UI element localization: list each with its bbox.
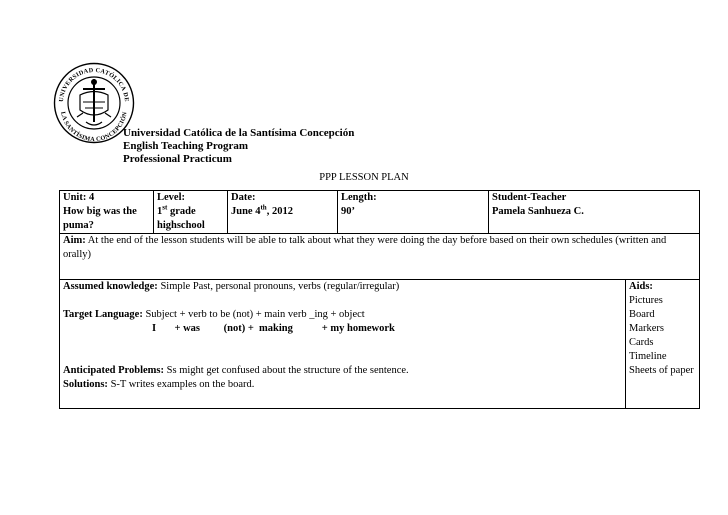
aim-cell	[60, 234, 700, 280]
aim-label: Aim:	[63, 235, 86, 246]
level-grade: 1st grade	[157, 203, 196, 217]
lesson-row	[60, 280, 700, 409]
seal-text-bottom: LA SANTÍSIMA CONCEPCIÓN	[59, 111, 129, 144]
level-school: highschool	[157, 220, 205, 231]
aids-cell	[626, 280, 700, 409]
aid-item: Timeline	[629, 351, 667, 362]
document-title: PPP LESSON PLAN	[319, 172, 409, 183]
lesson-details-cell	[60, 280, 626, 409]
lesson-plan-table	[59, 190, 700, 409]
aid-item: Cards	[629, 337, 654, 348]
course-name: Professional Practicum	[123, 153, 232, 165]
info-row	[60, 191, 700, 234]
assumed-knowledge: Assumed knowledge: Simple Past, personal pronouns, verbs (regular/irregular)	[63, 281, 400, 292]
aid-item: Sheets of paper	[629, 365, 694, 376]
aim-text: At the end of the lesson students will be able to talk about what they were doing the day before based on their own schedules (written and orally)	[63, 235, 667, 260]
teacher-name: Pamela Sanhueza C.	[492, 206, 584, 217]
target-language: Target Language: Subject + verb to be (not) + main verb _ing + object	[63, 309, 365, 320]
date-cell	[228, 191, 338, 234]
university-name: Universidad Católica de la Santísima Concepción	[123, 127, 355, 139]
target-example: I + was (not) + making + my homework	[152, 323, 395, 334]
anticipated-problems: Anticipated Problems: Ss might get confused about the structure of the sentence.	[63, 365, 409, 376]
aid-item: Markers	[629, 323, 664, 334]
aid-item: Board	[629, 309, 655, 320]
teacher-cell	[489, 191, 700, 234]
teacher-label: Student-Teacher	[492, 192, 567, 203]
level-cell	[154, 191, 228, 234]
aid-item: Pictures	[629, 295, 663, 306]
institution-header	[123, 127, 354, 166]
unit-cell	[60, 191, 154, 234]
date-label: Date:	[231, 192, 256, 203]
length-value: 90’	[341, 206, 355, 217]
aim-row	[60, 234, 700, 280]
level-label: Level:	[157, 192, 185, 203]
unit-label: Unit: 4	[63, 192, 95, 203]
seal-text-top: UNIVERSIDAD CATÓLICA DE	[57, 66, 131, 103]
unit-title: How big was the puma?	[63, 206, 137, 231]
program-name: English Teaching Program	[123, 140, 249, 152]
length-label: Length:	[341, 192, 377, 203]
length-cell	[338, 191, 489, 234]
solutions: Solutions: S-T writes examples on the board.	[63, 379, 255, 390]
date-value: June 4th, 2012	[231, 203, 293, 217]
aids-label: Aids:	[629, 281, 653, 292]
